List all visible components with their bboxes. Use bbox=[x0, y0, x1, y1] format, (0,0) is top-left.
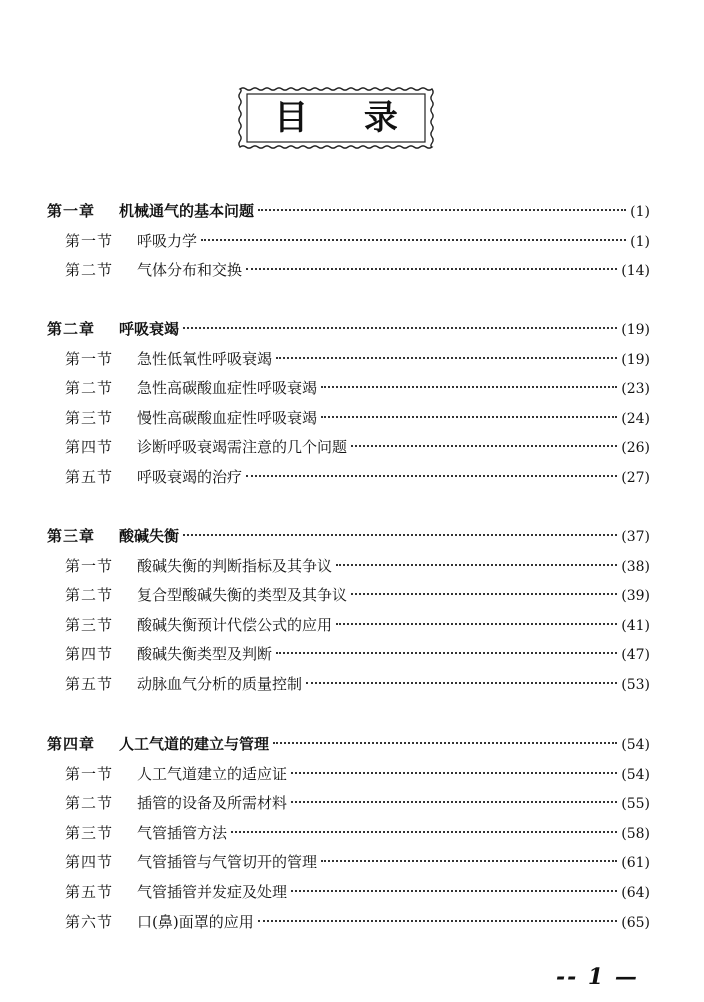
dot-leader bbox=[273, 742, 617, 744]
section-page-number: (14) bbox=[621, 263, 650, 280]
chapter-number: 第一章 bbox=[47, 202, 96, 220]
toc-section-entry bbox=[65, 822, 650, 844]
section-page-number: (27) bbox=[621, 470, 650, 486]
toc-section-entry bbox=[65, 377, 650, 399]
section-title: 口(鼻)面罩的应用 bbox=[137, 912, 254, 931]
section-number: 第二节 bbox=[65, 794, 114, 813]
toc-section-entry bbox=[65, 466, 650, 488]
section-title: 呼吸衰竭的治疗 bbox=[137, 468, 243, 486]
section-page-number: (58) bbox=[621, 825, 650, 842]
chapter-page-number: (19) bbox=[621, 322, 650, 338]
toc-chapter-entry bbox=[47, 318, 650, 340]
section-number: 第三节 bbox=[65, 823, 114, 842]
dot-leader bbox=[351, 445, 617, 447]
section-page-number: (41) bbox=[621, 617, 650, 634]
section-page-number: (26) bbox=[621, 440, 650, 457]
section-title: 插管的设备及所需材料 bbox=[137, 794, 288, 813]
toc-section-entry bbox=[65, 881, 650, 903]
chapter-number: 第四章 bbox=[47, 735, 96, 753]
section-page-number: (38) bbox=[621, 558, 650, 575]
section-number: 第四节 bbox=[65, 853, 114, 872]
section-title: 气管插管方法 bbox=[137, 823, 228, 842]
page-number: -- 1 — bbox=[556, 964, 639, 990]
chapter-title: 机械通气的基本问题 bbox=[119, 202, 255, 220]
toc-section-entry bbox=[65, 555, 650, 577]
toc-section-entry bbox=[65, 911, 650, 933]
dot-leader bbox=[258, 209, 626, 211]
toc-section-entry bbox=[65, 348, 650, 370]
toc-section-entry bbox=[65, 230, 650, 252]
section-title: 诊断呼吸衰竭需注意的几个问题 bbox=[137, 438, 348, 457]
section-number: 第一节 bbox=[65, 764, 114, 783]
section-page-number: (1) bbox=[630, 233, 650, 250]
section-title: 急性低氧性呼吸衰竭 bbox=[137, 349, 273, 368]
dot-leader bbox=[291, 772, 617, 774]
toc-section-entry bbox=[65, 763, 650, 785]
section-page-number: (61) bbox=[621, 855, 650, 872]
toc-section-entry bbox=[65, 614, 650, 636]
toc-chapter-entry bbox=[47, 525, 650, 547]
dot-leader bbox=[321, 860, 617, 862]
dot-leader bbox=[291, 801, 617, 803]
toc-section-entry bbox=[65, 584, 650, 606]
section-title: 酸碱失衡预计代偿公式的应用 bbox=[137, 615, 333, 634]
section-page-number: (47) bbox=[621, 647, 650, 664]
toc-section-entry bbox=[65, 259, 650, 281]
section-number: 第四节 bbox=[65, 645, 114, 664]
dot-leader bbox=[246, 268, 617, 270]
dot-leader bbox=[321, 416, 617, 418]
section-number: 第一节 bbox=[65, 556, 114, 575]
section-title: 动脉血气分析的质量控制 bbox=[137, 675, 303, 693]
section-title: 急性高碳酸血症性呼吸衰竭 bbox=[137, 379, 318, 398]
section-title: 酸碱失衡类型及判断 bbox=[137, 645, 273, 664]
title-frame bbox=[237, 86, 435, 150]
section-number: 第六节 bbox=[65, 912, 114, 931]
dot-leader bbox=[336, 623, 617, 625]
section-title: 酸碱失衡的判断指标及其争议 bbox=[137, 556, 333, 575]
section-title: 呼吸力学 bbox=[137, 231, 198, 250]
dot-leader bbox=[276, 652, 617, 654]
dot-leader bbox=[336, 564, 617, 566]
dot-leader bbox=[351, 593, 617, 595]
section-page-number: (53) bbox=[621, 677, 650, 693]
toc-section-entry bbox=[65, 792, 650, 814]
section-page-number: (65) bbox=[621, 914, 650, 931]
section-title: 复合型酸碱失衡的类型及其争议 bbox=[137, 586, 348, 605]
chapter-page-number: (54) bbox=[621, 737, 650, 753]
dot-leader bbox=[201, 239, 626, 241]
toc-section-entry bbox=[65, 407, 650, 429]
section-number: 第五节 bbox=[65, 468, 114, 486]
dot-leader bbox=[231, 831, 617, 833]
section-number: 第一节 bbox=[65, 231, 114, 250]
dot-leader bbox=[291, 890, 617, 892]
section-number: 第五节 bbox=[65, 675, 114, 693]
dot-leader bbox=[183, 327, 617, 329]
section-title: 气管插管与气管切开的管理 bbox=[137, 853, 318, 872]
toc-section-entry bbox=[65, 436, 650, 458]
dot-leader bbox=[321, 386, 617, 388]
section-title: 气管插管并发症及处理 bbox=[137, 883, 288, 901]
chapter-number: 第三章 bbox=[47, 527, 96, 545]
page-title: 目 录 bbox=[274, 98, 420, 138]
section-page-number: (24) bbox=[621, 410, 650, 427]
section-number: 第四节 bbox=[65, 438, 114, 457]
section-page-number: (64) bbox=[621, 885, 650, 901]
toc-section-entry bbox=[65, 643, 650, 665]
dot-leader bbox=[276, 357, 617, 359]
dot-leader bbox=[306, 682, 617, 684]
section-page-number: (55) bbox=[621, 796, 650, 813]
section-page-number: (54) bbox=[621, 766, 650, 783]
section-page-number: (39) bbox=[621, 588, 650, 605]
section-number: 第二节 bbox=[65, 379, 114, 398]
section-title: 人工气道建立的适应证 bbox=[137, 764, 288, 783]
section-number: 第三节 bbox=[65, 615, 114, 634]
section-page-number: (19) bbox=[621, 351, 650, 368]
dot-leader bbox=[258, 920, 618, 922]
chapter-number: 第二章 bbox=[47, 320, 96, 338]
section-number: 第一节 bbox=[65, 349, 114, 368]
toc-chapter-entry bbox=[47, 200, 650, 222]
dot-leader bbox=[183, 534, 617, 536]
section-title: 气体分布和交换 bbox=[137, 261, 243, 280]
dot-leader bbox=[246, 475, 617, 477]
chapter-title: 呼吸衰竭 bbox=[119, 320, 180, 338]
section-number: 第二节 bbox=[65, 261, 114, 280]
toc-chapter-entry bbox=[47, 733, 650, 755]
chapter-page-number: (1) bbox=[630, 204, 650, 220]
chapter-page-number: (37) bbox=[621, 529, 650, 545]
section-number: 第三节 bbox=[65, 408, 114, 427]
section-page-number: (23) bbox=[621, 381, 650, 398]
chapter-title: 酸碱失衡 bbox=[119, 527, 180, 545]
section-number: 第二节 bbox=[65, 586, 114, 605]
section-title: 慢性高碳酸血症性呼吸衰竭 bbox=[137, 408, 318, 427]
toc-section-entry bbox=[65, 673, 650, 695]
section-number: 第五节 bbox=[65, 883, 114, 901]
toc-section-entry bbox=[65, 851, 650, 873]
chapter-title: 人工气道的建立与管理 bbox=[119, 735, 270, 753]
